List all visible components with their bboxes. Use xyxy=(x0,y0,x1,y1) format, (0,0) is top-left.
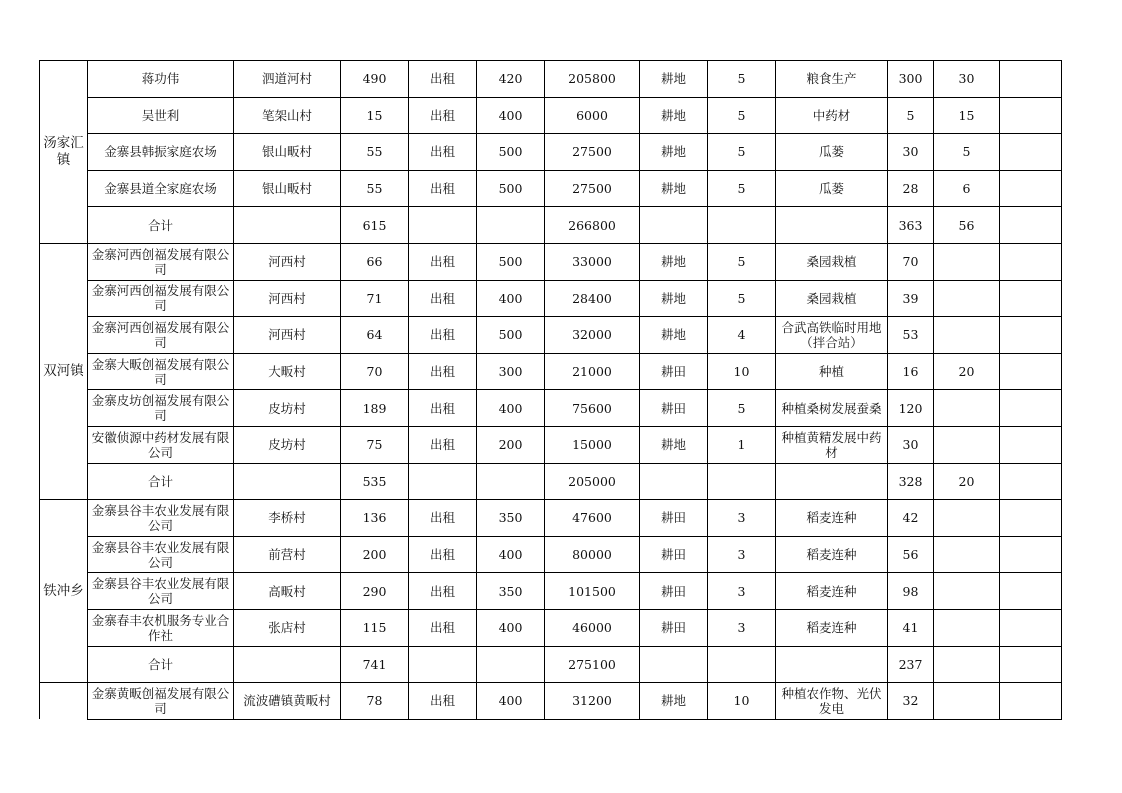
total-amount-cell: 101500 xyxy=(545,573,640,610)
operator-cell: 金寨县道全家庭农场 xyxy=(88,170,234,207)
usage-cell: 稻麦连种 xyxy=(776,536,888,573)
jobs-cell: 41 xyxy=(888,609,934,646)
years-cell: 4 xyxy=(708,317,776,354)
poor-households-cell xyxy=(934,317,1000,354)
poor-households-cell xyxy=(934,646,1000,683)
unit-price-cell: 500 xyxy=(477,243,545,280)
total-amount-cell: 31200 xyxy=(545,683,640,720)
years-cell: 5 xyxy=(708,390,776,427)
usage-cell: 瓜蒌 xyxy=(776,134,888,171)
transfer-type-cell: 出租 xyxy=(409,280,477,317)
years-cell: 5 xyxy=(708,243,776,280)
operator-cell: 金寨河西创福发展有限公司 xyxy=(88,280,234,317)
unit-price-cell: 500 xyxy=(477,134,545,171)
poor-households-cell xyxy=(934,536,1000,573)
area-cell: 78 xyxy=(341,683,409,720)
land-type-cell xyxy=(640,463,708,500)
operator-cell: 合计 xyxy=(88,463,234,500)
jobs-cell: 363 xyxy=(888,207,934,244)
operator-cell: 合计 xyxy=(88,646,234,683)
total-amount-cell: 21000 xyxy=(545,353,640,390)
unit-price-cell: 400 xyxy=(477,536,545,573)
remarks-cell xyxy=(1000,317,1062,354)
village-cell: 泗道河村 xyxy=(234,61,341,98)
total-amount-cell: 205800 xyxy=(545,61,640,98)
transfer-type-cell: 出租 xyxy=(409,243,477,280)
total-amount-cell: 47600 xyxy=(545,500,640,537)
operator-cell: 金寨河西创福发展有限公司 xyxy=(88,243,234,280)
remarks-cell xyxy=(1000,500,1062,537)
land-type-cell: 耕田 xyxy=(640,353,708,390)
poor-households-cell: 6 xyxy=(934,170,1000,207)
transfer-type-cell: 出租 xyxy=(409,390,477,427)
table-row xyxy=(40,317,1062,354)
operator-cell: 金寨皮坊创福发展有限公司 xyxy=(88,390,234,427)
village-cell: 皮坊村 xyxy=(234,390,341,427)
usage-cell: 桑园栽植 xyxy=(776,280,888,317)
unit-price-cell xyxy=(477,646,545,683)
usage-cell: 种植桑树发展蚕桑 xyxy=(776,390,888,427)
operator-cell: 金寨县谷丰农业发展有限公司 xyxy=(88,536,234,573)
poor-households-cell xyxy=(934,573,1000,610)
jobs-cell: 30 xyxy=(888,426,934,463)
area-cell: 55 xyxy=(341,134,409,171)
remarks-cell xyxy=(1000,280,1062,317)
total-amount-cell: 33000 xyxy=(545,243,640,280)
jobs-cell: 42 xyxy=(888,500,934,537)
poor-households-cell xyxy=(934,609,1000,646)
land-transfer-table xyxy=(39,60,1062,720)
usage-cell xyxy=(776,463,888,500)
remarks-cell xyxy=(1000,134,1062,171)
table-row xyxy=(40,683,1062,720)
table-row xyxy=(40,353,1062,390)
remarks-cell xyxy=(1000,646,1062,683)
remarks-cell xyxy=(1000,426,1062,463)
area-cell: 290 xyxy=(341,573,409,610)
land-type-cell: 耕田 xyxy=(640,573,708,610)
village-cell xyxy=(234,463,341,500)
land-type-cell: 耕地 xyxy=(640,243,708,280)
village-cell: 银山畈村 xyxy=(234,134,341,171)
operator-cell: 金寨县韩振家庭农场 xyxy=(88,134,234,171)
land-type-cell xyxy=(640,646,708,683)
years-cell: 3 xyxy=(708,500,776,537)
village-cell: 大畈村 xyxy=(234,353,341,390)
remarks-cell xyxy=(1000,207,1062,244)
poor-households-cell xyxy=(934,390,1000,427)
transfer-type-cell: 出租 xyxy=(409,536,477,573)
usage-cell xyxy=(776,207,888,244)
poor-households-cell: 20 xyxy=(934,353,1000,390)
poor-households-cell: 15 xyxy=(934,97,1000,134)
table-row xyxy=(40,390,1062,427)
operator-cell: 蒋功伟 xyxy=(88,61,234,98)
remarks-cell xyxy=(1000,170,1062,207)
years-cell: 5 xyxy=(708,97,776,134)
operator-cell: 合计 xyxy=(88,207,234,244)
village-cell: 流波𥕢镇黄畈村 xyxy=(234,683,341,720)
subtotal-row xyxy=(40,646,1062,683)
unit-price-cell: 500 xyxy=(477,170,545,207)
village-cell: 笔架山村 xyxy=(234,97,341,134)
unit-price-cell: 400 xyxy=(477,609,545,646)
years-cell: 3 xyxy=(708,609,776,646)
total-amount-cell: 266800 xyxy=(545,207,640,244)
poor-households-cell xyxy=(934,243,1000,280)
table-row xyxy=(40,573,1062,610)
years-cell: 1 xyxy=(708,426,776,463)
land-type-cell: 耕地 xyxy=(640,97,708,134)
area-cell: 741 xyxy=(341,646,409,683)
usage-cell: 种植 xyxy=(776,353,888,390)
table-row xyxy=(40,134,1062,171)
table-row xyxy=(40,536,1062,573)
land-type-cell: 耕地 xyxy=(640,426,708,463)
total-amount-cell: 32000 xyxy=(545,317,640,354)
poor-households-cell: 56 xyxy=(934,207,1000,244)
subtotal-row xyxy=(40,207,1062,244)
town-cell: 双河镇 xyxy=(40,243,88,499)
area-cell: 66 xyxy=(341,243,409,280)
land-type-cell: 耕田 xyxy=(640,390,708,427)
unit-price-cell: 400 xyxy=(477,280,545,317)
area-cell: 136 xyxy=(341,500,409,537)
usage-cell: 合武高铁临时用地（拌合站） xyxy=(776,317,888,354)
remarks-cell xyxy=(1000,353,1062,390)
area-cell: 490 xyxy=(341,61,409,98)
years-cell xyxy=(708,646,776,683)
land-type-cell: 耕田 xyxy=(640,536,708,573)
usage-cell: 瓜蒌 xyxy=(776,170,888,207)
total-amount-cell: 46000 xyxy=(545,609,640,646)
transfer-type-cell: 出租 xyxy=(409,97,477,134)
remarks-cell xyxy=(1000,609,1062,646)
usage-cell: 稻麦连种 xyxy=(776,609,888,646)
operator-cell: 金寨县谷丰农业发展有限公司 xyxy=(88,500,234,537)
unit-price-cell: 350 xyxy=(477,573,545,610)
unit-price-cell: 400 xyxy=(477,97,545,134)
poor-households-cell xyxy=(934,426,1000,463)
unit-price-cell: 400 xyxy=(477,390,545,427)
transfer-type-cell xyxy=(409,463,477,500)
village-cell: 河西村 xyxy=(234,317,341,354)
village-cell: 李桥村 xyxy=(234,500,341,537)
table-row xyxy=(40,97,1062,134)
poor-households-cell: 20 xyxy=(934,463,1000,500)
village-cell: 河西村 xyxy=(234,243,341,280)
poor-households-cell xyxy=(934,280,1000,317)
transfer-type-cell xyxy=(409,207,477,244)
years-cell: 5 xyxy=(708,280,776,317)
unit-price-cell: 350 xyxy=(477,500,545,537)
poor-households-cell xyxy=(934,500,1000,537)
table-row xyxy=(40,280,1062,317)
operator-cell: 金寨大畈创福发展有限公司 xyxy=(88,353,234,390)
jobs-cell: 30 xyxy=(888,134,934,171)
operator-cell: 金寨春丰农机服务专业合作社 xyxy=(88,609,234,646)
transfer-type-cell: 出租 xyxy=(409,317,477,354)
operator-cell: 金寨河西创福发展有限公司 xyxy=(88,317,234,354)
years-cell: 10 xyxy=(708,353,776,390)
years-cell: 5 xyxy=(708,61,776,98)
poor-households-cell xyxy=(934,683,1000,720)
usage-cell xyxy=(776,646,888,683)
total-amount-cell: 27500 xyxy=(545,134,640,171)
unit-price-cell: 400 xyxy=(477,683,545,720)
years-cell: 3 xyxy=(708,536,776,573)
remarks-cell xyxy=(1000,683,1062,720)
unit-price-cell xyxy=(477,207,545,244)
years-cell xyxy=(708,207,776,244)
jobs-cell: 28 xyxy=(888,170,934,207)
operator-cell: 吴世利 xyxy=(88,97,234,134)
town-cell: 汤家汇镇 xyxy=(40,61,88,244)
usage-cell: 种植农作物、光伏发电 xyxy=(776,683,888,720)
operator-cell: 金寨黄畈创福发展有限公司 xyxy=(88,683,234,720)
unit-price-cell: 420 xyxy=(477,61,545,98)
total-amount-cell: 80000 xyxy=(545,536,640,573)
total-amount-cell: 75600 xyxy=(545,390,640,427)
usage-cell: 桑园栽植 xyxy=(776,243,888,280)
total-amount-cell: 275100 xyxy=(545,646,640,683)
jobs-cell: 70 xyxy=(888,243,934,280)
usage-cell: 粮食生产 xyxy=(776,61,888,98)
village-cell xyxy=(234,646,341,683)
unit-price-cell: 300 xyxy=(477,353,545,390)
poor-households-cell: 5 xyxy=(934,134,1000,171)
transfer-type-cell: 出租 xyxy=(409,426,477,463)
unit-price-cell xyxy=(477,463,545,500)
table-row xyxy=(40,426,1062,463)
land-type-cell: 耕地 xyxy=(640,134,708,171)
subtotal-row xyxy=(40,463,1062,500)
transfer-type-cell: 出租 xyxy=(409,134,477,171)
total-amount-cell: 205000 xyxy=(545,463,640,500)
jobs-cell: 39 xyxy=(888,280,934,317)
remarks-cell xyxy=(1000,97,1062,134)
transfer-type-cell: 出租 xyxy=(409,683,477,720)
land-transfer-table-sheet xyxy=(39,60,1062,720)
area-cell: 75 xyxy=(341,426,409,463)
village-cell: 河西村 xyxy=(234,280,341,317)
unit-price-cell: 500 xyxy=(477,317,545,354)
total-amount-cell: 6000 xyxy=(545,97,640,134)
remarks-cell xyxy=(1000,463,1062,500)
remarks-cell xyxy=(1000,536,1062,573)
area-cell: 615 xyxy=(341,207,409,244)
area-cell: 71 xyxy=(341,280,409,317)
land-type-cell: 耕地 xyxy=(640,61,708,98)
area-cell: 55 xyxy=(341,170,409,207)
jobs-cell: 53 xyxy=(888,317,934,354)
remarks-cell xyxy=(1000,573,1062,610)
table-row xyxy=(40,243,1062,280)
area-cell: 535 xyxy=(341,463,409,500)
usage-cell: 稻麦连种 xyxy=(776,573,888,610)
area-cell: 115 xyxy=(341,609,409,646)
table-row xyxy=(40,170,1062,207)
operator-cell: 金寨县谷丰农业发展有限公司 xyxy=(88,573,234,610)
table-row xyxy=(40,609,1062,646)
land-type-cell: 耕地 xyxy=(640,280,708,317)
years-cell: 3 xyxy=(708,573,776,610)
transfer-type-cell: 出租 xyxy=(409,500,477,537)
transfer-type-cell xyxy=(409,646,477,683)
village-cell xyxy=(234,207,341,244)
transfer-type-cell: 出租 xyxy=(409,61,477,98)
transfer-type-cell: 出租 xyxy=(409,573,477,610)
village-cell: 高畈村 xyxy=(234,573,341,610)
village-cell: 皮坊村 xyxy=(234,426,341,463)
usage-cell: 中药材 xyxy=(776,97,888,134)
area-cell: 64 xyxy=(341,317,409,354)
jobs-cell: 32 xyxy=(888,683,934,720)
land-type-cell: 耕地 xyxy=(640,170,708,207)
table-row xyxy=(40,500,1062,537)
usage-cell: 稻麦连种 xyxy=(776,500,888,537)
land-type-cell: 耕田 xyxy=(640,500,708,537)
area-cell: 189 xyxy=(341,390,409,427)
years-cell: 5 xyxy=(708,170,776,207)
unit-price-cell: 200 xyxy=(477,426,545,463)
land-type-cell: 耕地 xyxy=(640,317,708,354)
jobs-cell: 16 xyxy=(888,353,934,390)
remarks-cell xyxy=(1000,61,1062,98)
jobs-cell: 98 xyxy=(888,573,934,610)
total-amount-cell: 28400 xyxy=(545,280,640,317)
transfer-type-cell: 出租 xyxy=(409,353,477,390)
years-cell xyxy=(708,463,776,500)
transfer-type-cell: 出租 xyxy=(409,170,477,207)
village-cell: 张店村 xyxy=(234,609,341,646)
remarks-cell xyxy=(1000,390,1062,427)
area-cell: 200 xyxy=(341,536,409,573)
usage-cell: 种植黄精发展中药材 xyxy=(776,426,888,463)
total-amount-cell: 15000 xyxy=(545,426,640,463)
town-cell xyxy=(40,683,88,720)
area-cell: 70 xyxy=(341,353,409,390)
jobs-cell: 237 xyxy=(888,646,934,683)
jobs-cell: 300 xyxy=(888,61,934,98)
total-amount-cell: 27500 xyxy=(545,170,640,207)
village-cell: 银山畈村 xyxy=(234,170,341,207)
jobs-cell: 56 xyxy=(888,536,934,573)
land-type-cell: 耕地 xyxy=(640,683,708,720)
area-cell: 15 xyxy=(341,97,409,134)
town-cell: 铁冲乡 xyxy=(40,500,88,683)
land-type-cell: 耕田 xyxy=(640,609,708,646)
table-row xyxy=(40,61,1062,98)
jobs-cell: 5 xyxy=(888,97,934,134)
remarks-cell xyxy=(1000,243,1062,280)
village-cell: 前营村 xyxy=(234,536,341,573)
jobs-cell: 120 xyxy=(888,390,934,427)
jobs-cell: 328 xyxy=(888,463,934,500)
years-cell: 5 xyxy=(708,134,776,171)
operator-cell: 安徽侦源中药材发展有限公司 xyxy=(88,426,234,463)
transfer-type-cell: 出租 xyxy=(409,609,477,646)
poor-households-cell: 30 xyxy=(934,61,1000,98)
years-cell: 10 xyxy=(708,683,776,720)
land-type-cell xyxy=(640,207,708,244)
